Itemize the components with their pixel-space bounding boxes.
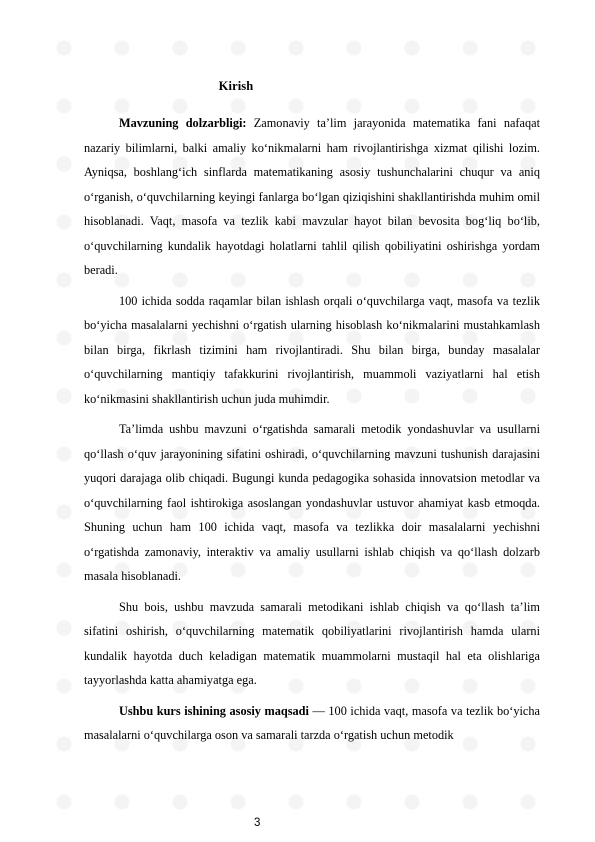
body-text [84,111,540,754]
paragraph-text: Ta’limda ushbu mavzuni o‘rgatishda samarali metodik yondashuvlar va usullarni qo‘llash o‘quv jarayonining sifatini oshiradi, o‘quvchilarning mavzuni tushunish darajasini yuqori darajaga olib chiqadi. Bugungi kunda pedagogika sohasida innovatsion metodlar va o‘quvchilarning faol ishtirokiga asoslangan yondashuvlar ustuvor ahamiyat kasb etmoqda. Shuning uchun ham 100 ichida vaqt, masofa va tezlikka doir masalalarni yechishni o‘rgatishda zamonaviy, interaktiv va amaliy usullarni ishlab chiqish va qo‘llash dolzarb masala hisoblanadi. [84,422,540,583]
paragraph-numbers [84,289,540,412]
page-number: 3 [254,817,261,829]
paragraph-text: Shu bois, ushbu mavzuda samarali metodikani ishlab chiqish va qo‘llash ta’lim sifatini oshirish, o‘quvchilarning matematik qobiliyatlarini rivojlantirish hamda ularni kundalik hayotda duch keladigan matematik muammolarni mustaqil hal eta olishlariga tayyorlashda katta ahamiyatga ega. [84,599,540,687]
paragraph-text: — 100 ichida vaqt, masofa va tezlik bo‘yicha masalalarni o‘quvchilarga oson va samarali tarzda o‘rgatish uchun metodik [84,703,540,742]
paragraph-conclusion [84,595,540,693]
paragraph-relevance [84,111,540,283]
paragraph-methods [84,417,540,589]
paragraph-lead: Mavzuning dolzarbligi: [119,116,247,130]
section-heading: Kirish [218,79,254,93]
paragraph-goal [84,699,540,748]
paragraph-text: Zamonaviy ta’lim jarayonida matematika fani nafaqat nazariy bilimlarni, balki amaliy ko‘nikmalarni ham rivojlantirishga xizmat qilishi lozim. Ayniqsa, boshlang‘ich sinflarda matematikaning asosiy tushunchalarini chuqur va aniq o‘rganish, o‘quvchilarning keyingi fanlarga bo‘lgan qiziqishini shakllantirishda muhim omil hisoblanadi. Vaqt, masofa va tezlik kabi mavzular hayot bilan bevosita bog‘liq bo‘lib, o‘quvchilarning kundalik hayotdagi holatlarni tahlil qilish qobiliyatini oshirishga yordam beradi. [84,116,540,277]
paragraph-text: 100 ichida sodda raqamlar bilan ishlash orqali o‘quvchilarga vaqt, masofa va tezlik bo‘yicha masalalarni yechishni o‘rgatish ularning hisoblash ko‘nikmalarini mustahkamlash bilan birga, fikrlash tizimini ham rivojlantiradi. Shu bilan birga, bunday masalalar o‘quvchilarning mantiqiy tafakkurini rivojlantirish, muammoli vaziyatlarni hal etish ko‘nikmasini shakllantirish uchun juda muhimdir. [84,293,540,406]
paragraph-lead: Ushbu kurs ishining asosiy maqsadi [119,703,309,718]
